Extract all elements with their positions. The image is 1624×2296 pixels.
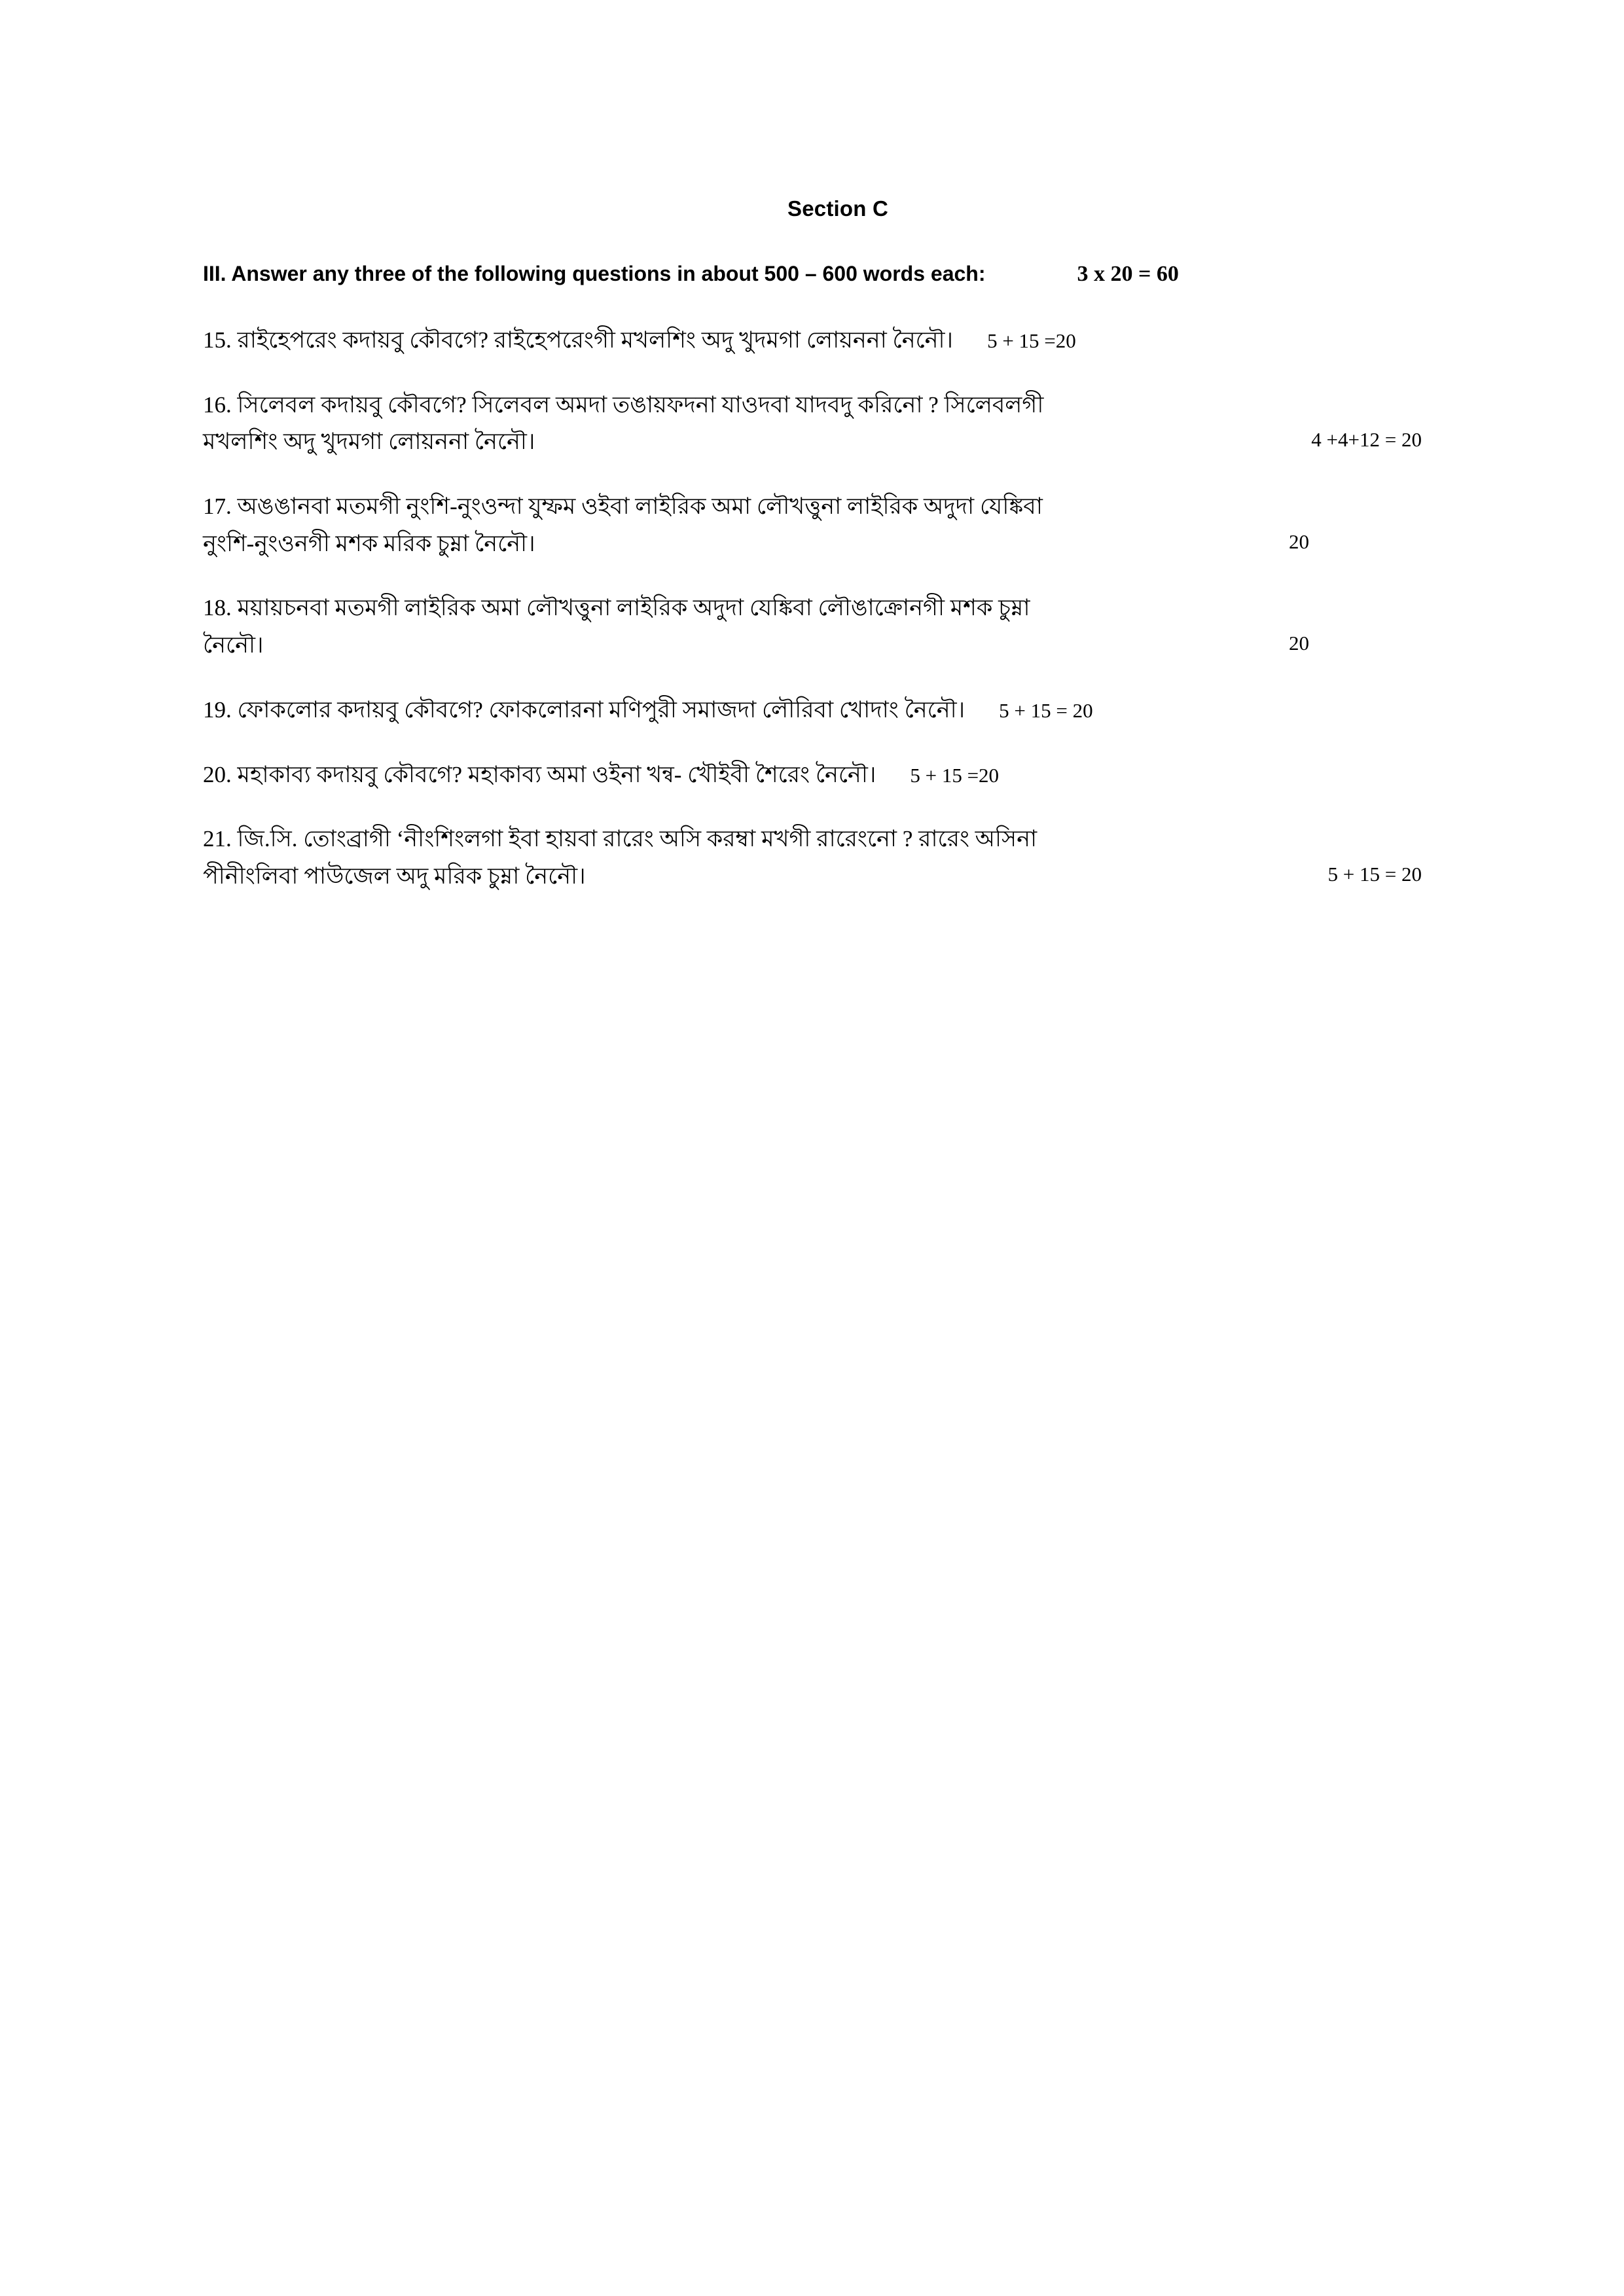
- question-line: [203, 423, 1434, 461]
- page-content: [196, 196, 1440, 923]
- question-text-block: [203, 821, 1434, 895]
- question-marks: 20: [1289, 529, 1309, 553]
- question-line-text: নুংশি-নুংওনগী মশক মরিক চুম্না নৈনৌ।: [203, 530, 535, 556]
- instruction-marks: 3 x 20 = 60: [1077, 262, 1179, 286]
- question-line: [203, 387, 1434, 424]
- section-title: Section C: [787, 196, 888, 221]
- question-item: [196, 322, 1440, 359]
- question-line-text: 21. জি.সি. তোংব্রাগী ‘নীংশিংলগা ইবা হায়বা রারেং অসি করম্বা মখগী রারেংনো ? রারেং অসিনা: [203, 826, 1038, 852]
- question-line: [203, 692, 1434, 729]
- question-marks: 5 + 15 =20: [987, 329, 1076, 352]
- question-line: [203, 526, 1434, 563]
- question-line-text: মখলশিং অদু খুদমগা লোয়ননা নৈনৌ।: [203, 429, 535, 455]
- instruction-text: III. Answer any three of the following questions in about 500 – 600 words each:: [203, 262, 986, 285]
- question-item: [196, 757, 1440, 794]
- question-line: [203, 858, 1434, 895]
- question-marks: 5 + 15 = 20: [999, 698, 1093, 722]
- question-line: [203, 488, 1434, 526]
- question-item: [196, 692, 1440, 729]
- question-line-text: 20. মহাকাব্য কদায়বু কৌবগে? মহাকাব্য অমা ওইনা খন্ব- খৌইবী শৈরেং নৈনৌ।: [203, 761, 876, 787]
- question-item: [196, 590, 1440, 664]
- question-item: [196, 488, 1440, 562]
- instruction-row: [196, 262, 1440, 287]
- question-item: [196, 821, 1440, 895]
- question-line-text: 18. ময়ায়চনবা মতমগী লাইরিক অমা লৌখত্তুনা লাইরিক অদুদা যেঙ্কিবা লৌঙাক্রোনগী মশক চুম্না: [203, 595, 1030, 621]
- question-text-block: [203, 590, 1434, 664]
- question-line: [203, 590, 1434, 627]
- question-text-block: [203, 387, 1434, 461]
- question-marks: 5 + 15 = 20: [1327, 862, 1422, 886]
- question-line-text: 15. রাইহেপরেং কদায়বু কৌবগে? রাইহেপরেংগী মখলশিং অদু খুদমগা লোয়ননা নৈনৌ।: [203, 327, 954, 353]
- question-text-block: [203, 322, 1434, 359]
- question-text-block: [203, 757, 1434, 794]
- question-item: [196, 387, 1440, 461]
- question-line-text: নৈনৌ।: [203, 632, 264, 658]
- question-text-block: [203, 488, 1434, 562]
- questions-list: [196, 322, 1440, 895]
- question-line: [203, 757, 1434, 794]
- question-marks: 4 +4+12 = 20: [1311, 428, 1422, 452]
- question-line: [203, 322, 1434, 359]
- question-line-text: 17. অঙঙানবা মতমগী নুংশি-নুংওন্দা যুম্ফম ওইবা লাইরিক অমা লৌখত্তুনা লাইরিক অদুদা যেঙ্কিবা: [203, 493, 1043, 520]
- question-marks: 5 + 15 =20: [910, 763, 1000, 787]
- question-marks: 20: [1289, 632, 1309, 655]
- question-line: [203, 627, 1434, 664]
- question-line: [203, 821, 1434, 858]
- question-line-text: পীনীংলিবা পাউজেল অদু মরিক চুম্না নৈনৌ।: [203, 863, 586, 889]
- question-line-text: 16. সিলেবল কদায়বু কৌবগে? সিলেবল অমদা তঙায়ফদনা যাওদবা যাদবদু করিনো ? সিলেবলগী: [203, 391, 1044, 418]
- question-line-text: 19. ফোকলোর কদায়বু কৌবগে? ফোকলোরনা মণিপুরী সমাজদা লৌরিবা খোদাং নৈনৌ।: [203, 696, 965, 723]
- question-text-block: [203, 692, 1434, 729]
